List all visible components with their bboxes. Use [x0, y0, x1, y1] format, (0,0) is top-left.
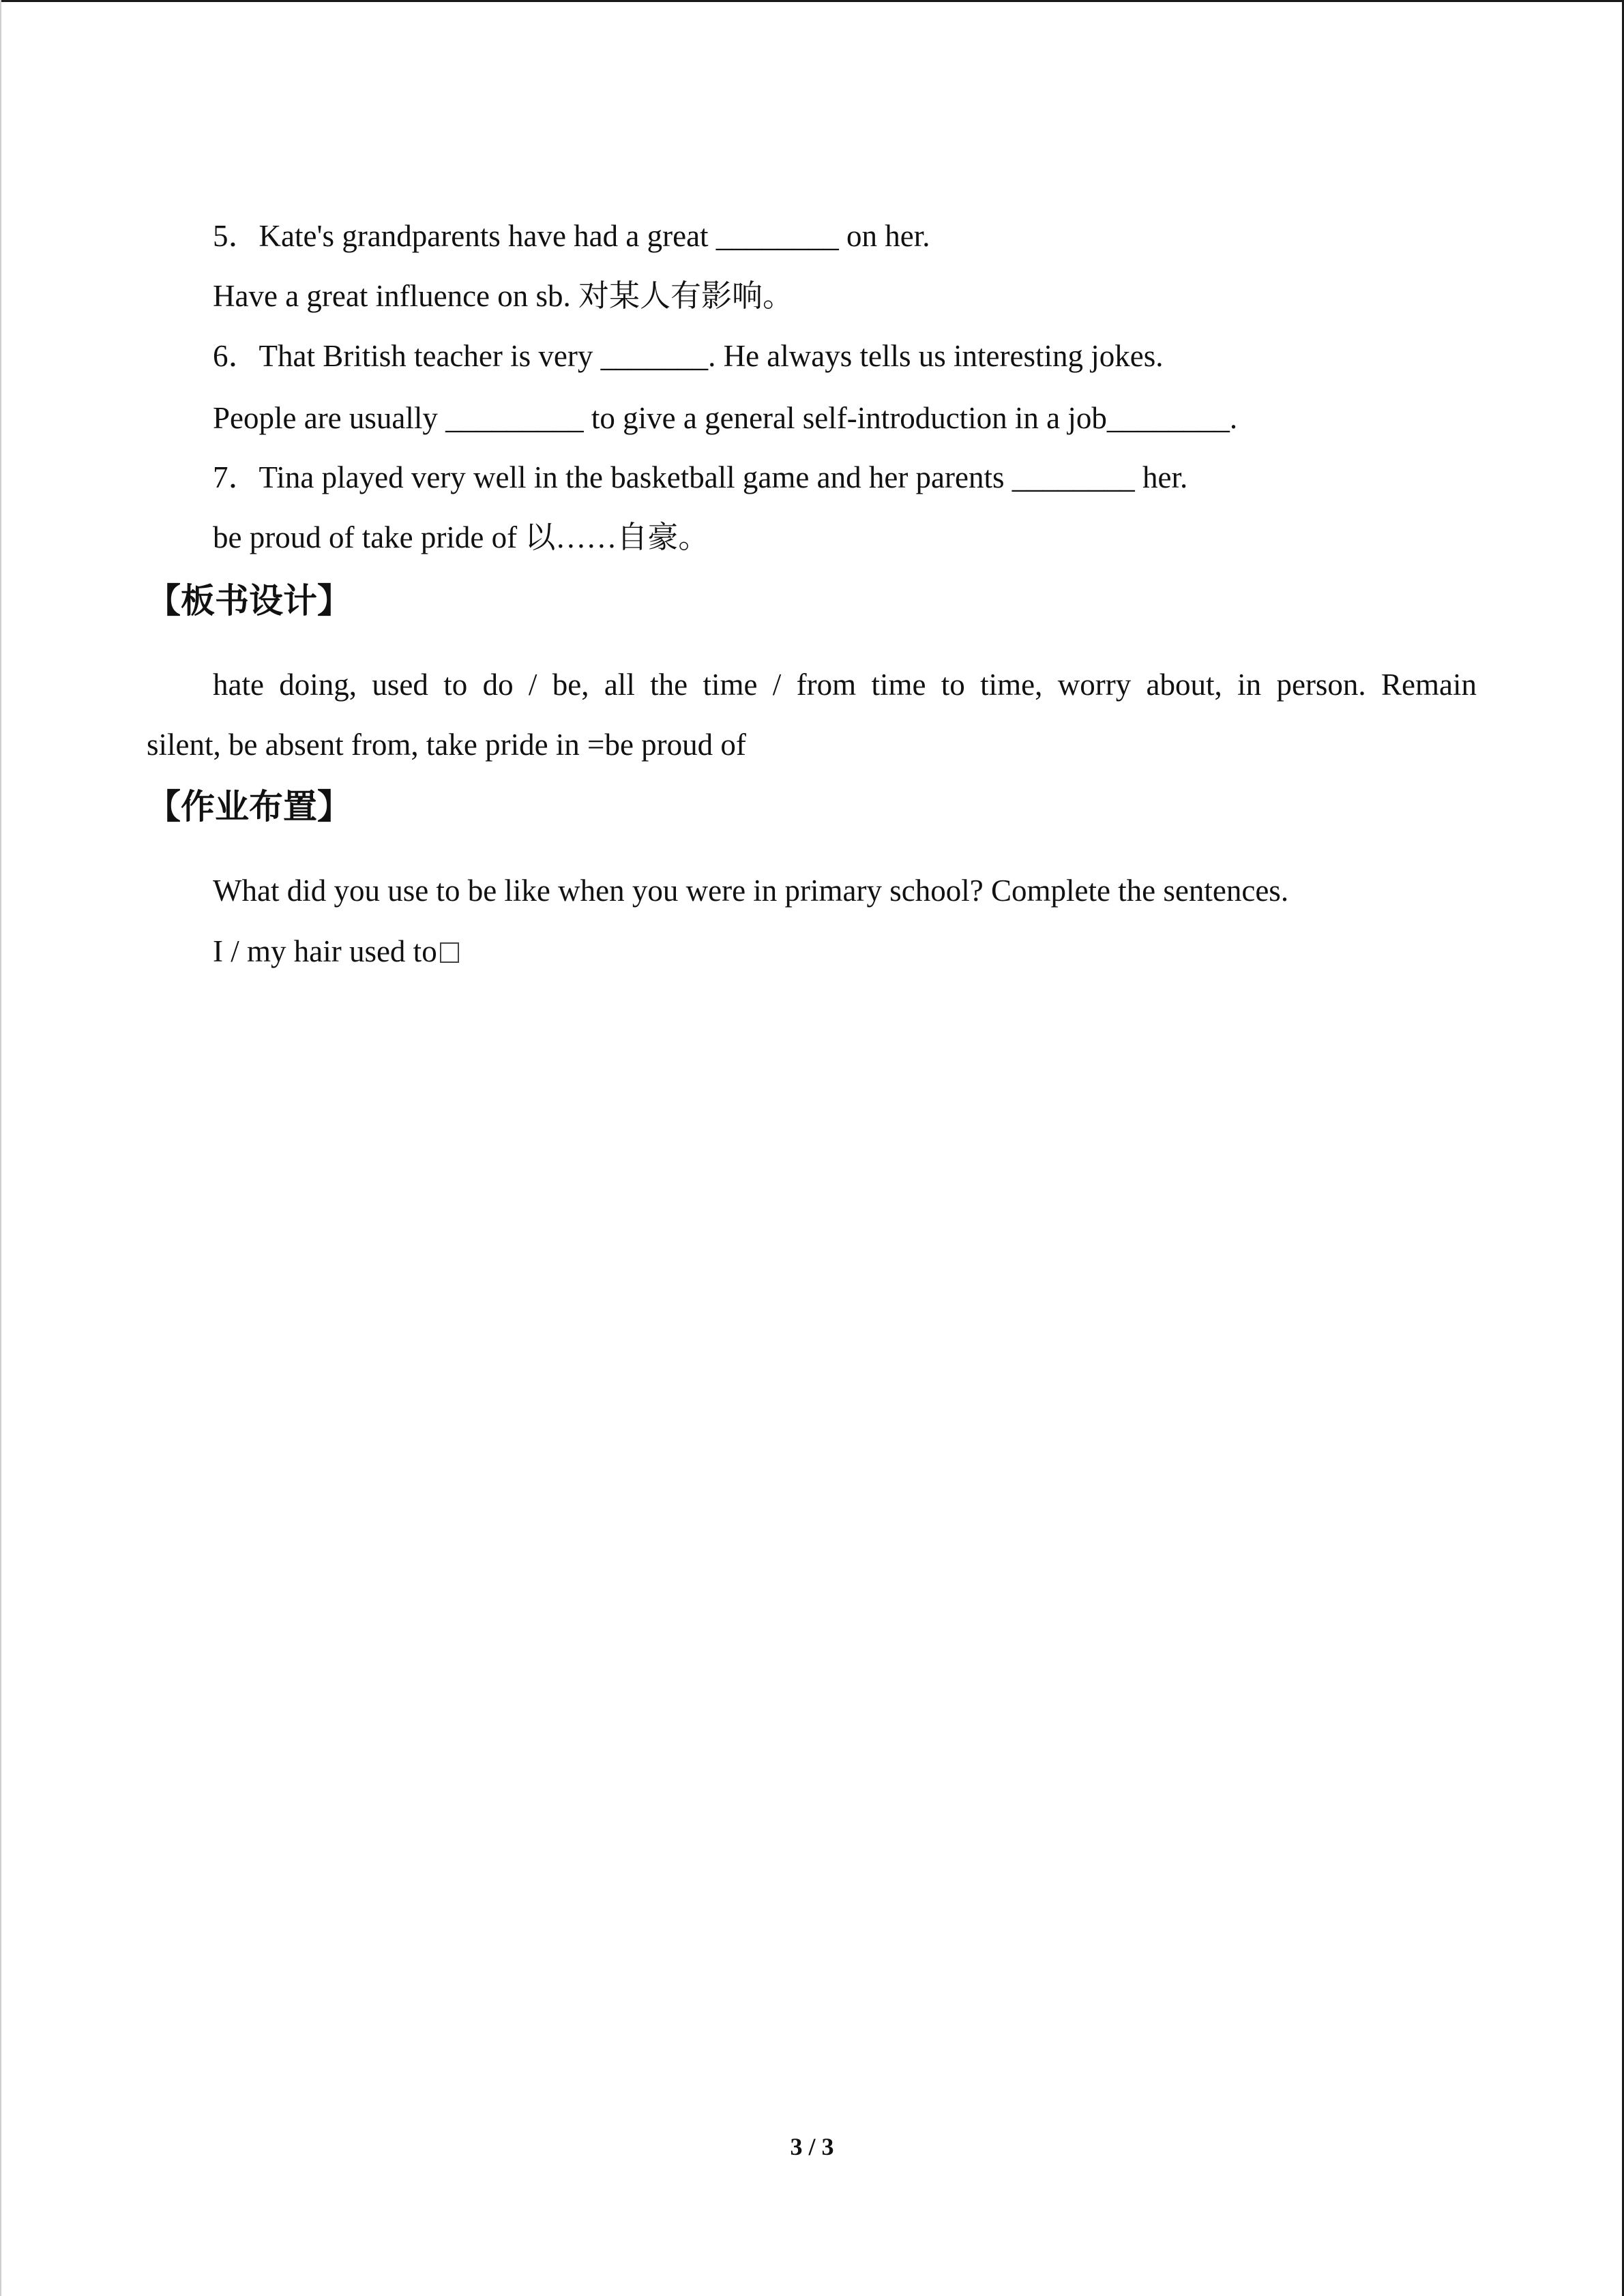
homework-line-1: What did you use to be like when you were in primary school? Complete the sentences. [213, 874, 1289, 908]
question-6: 6．That British teacher is very _______. He always tells us interesting jokes. [213, 339, 1164, 373]
homework-line-2-text: I / my hair used to [213, 934, 437, 968]
missing-glyph-box [440, 942, 459, 963]
board-design-line-2: silent, be absent from, take pride in =be proud of [147, 728, 746, 762]
page-left-border [0, 0, 1, 2296]
page-number: 3 / 3 [790, 2133, 834, 2160]
question-6-note: People are usually _________ to give a general self-introduction in a job________. [213, 401, 1238, 435]
page-top-border [0, 0, 1624, 2]
question-5: 5．Kate's grandparents have had a great ________ on her. [213, 219, 930, 253]
question-5-note: Have a great influence on sb. 对某人有影响。 [213, 279, 794, 313]
question-7: 7．Tina played very well in the basketball game and her parents ________ her. [213, 460, 1188, 494]
homework-line-2 [213, 932, 459, 970]
homework-heading: 【作业布置】 [147, 787, 351, 826]
board-design-line-1: hate doing, used to do / be, all the time / from time to time, worry about, in person. Remain [213, 668, 1477, 702]
board-design-heading: 【板书设计】 [147, 581, 351, 621]
question-7-note: be proud of take pride of 以……自豪。 [213, 520, 709, 554]
